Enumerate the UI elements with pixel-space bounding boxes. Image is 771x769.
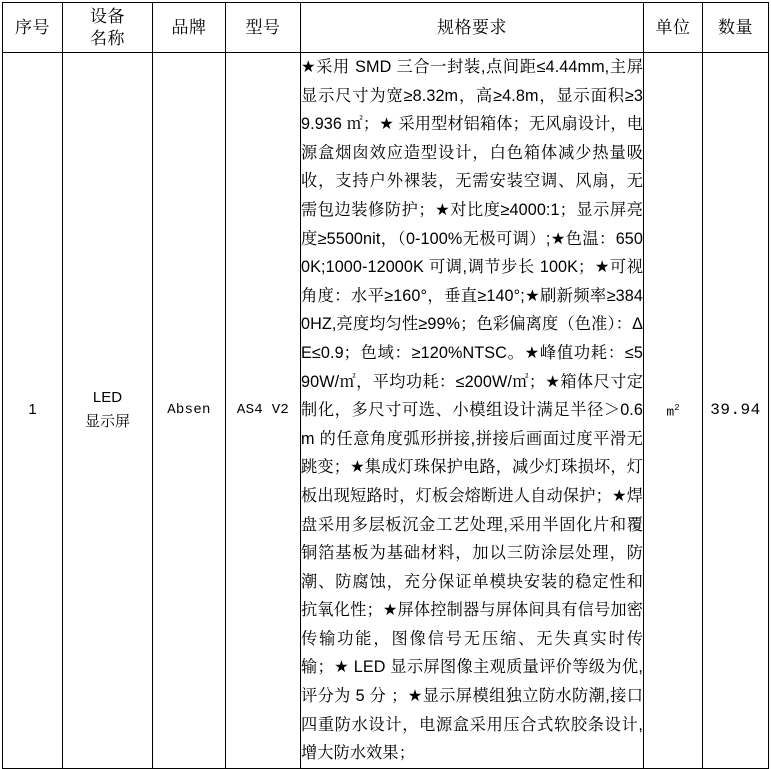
cell-quantity [703,53,769,769]
column-header-sequence-label: 序号 [15,17,50,37]
specification-text: ★采用 SMD 三合一封装,点间距≤4.44mm,主屏显示尺寸为宽≥8.32m，高≥4.8m，显示面积≥39.936 ㎡；★ 采用型材铝箱体；无风扇设计，电源盒烟囱效应造型设计，白色箱体减少热量吸收，支持户外裸装，无需安装空调、风扇，无需包边装修防护；★对比度≥4000:1；显示屏亮度≥5500nit，（0-100%无极可调）;★色温：6500K;1000-12000K 可调,调节步长 100K；★可视角度：水平≥160°，垂直≥140°;★刷新频率≥3840HZ,亮度均匀性≥99%；色彩偏离度（色准）：ΔE≤0.9；色域：≥120%NTSC。★峰值功耗：≤590W/㎡，平均功耗：≤200W/㎡；★箱体尺寸定制化，多尺寸可选、小模组设计满足半径＞0.6m 的任意角度弧形拼接,拼接后画面过度平滑无跳变；★集成灯珠保护电路，减少灯珠损坏，灯板出现短路时，灯板会熔断进人自动保护；★焊盘采用多层板沉金工艺处理,采用半固化片和覆铜箔基板为基础材料，加以三防涂层处理，防潮、防腐蚀，充分保证单模块安装的稳定性和抗氧化性；★屏体控制器与屏体间具有信号加密传输功能，图像信号无压缩、无失真实时传输；★ LED 显示屏图像主观质量评价等级为优,评分为 5 分 ；★显示屏模组独立防水防潮,接口四重防水设计，电源盒采用压合式软胶条设计,增大防水效果； [301,58,643,763]
column-header-equipment-name [63,3,153,53]
cell-model [226,53,301,769]
unit-superscript: 2 [674,403,680,414]
cell-specification-requirements [301,53,644,769]
sequence-number-value: 1 [28,401,37,419]
model-value: AS4 V2 [236,402,290,419]
column-header-brand-label: 品牌 [171,17,207,37]
column-header-unit-label: 单位 [655,17,691,37]
equipment-name-line1: LED [92,389,123,407]
cell-brand [153,53,226,769]
column-header-model [226,3,301,53]
column-header-specification-label: 规格要求 [437,17,507,37]
column-header-model-label: 型号 [245,17,281,37]
column-header-specification [301,3,644,53]
unit-value: m [666,404,675,420]
column-header-equipment-name-line2: 名称 [90,28,125,48]
column-header-unit [644,3,703,53]
brand-value: Absen [167,402,211,419]
document-sheet [2,2,768,769]
table-header-row [3,3,769,53]
cell-equipment-name [63,53,153,769]
equipment-name-line2: 显示屏 [84,413,130,431]
column-header-quantity-label: 数量 [718,17,753,37]
quantity-value: 39.94 [710,401,761,420]
cell-sequence-number [3,53,63,769]
column-header-equipment-name-line1: 设备 [90,6,125,26]
column-header-sequence [3,3,63,53]
column-header-brand [153,3,226,53]
column-header-quantity [703,3,769,53]
cell-unit [644,53,703,769]
table-row [3,53,769,769]
equipment-specification-table [2,2,769,769]
